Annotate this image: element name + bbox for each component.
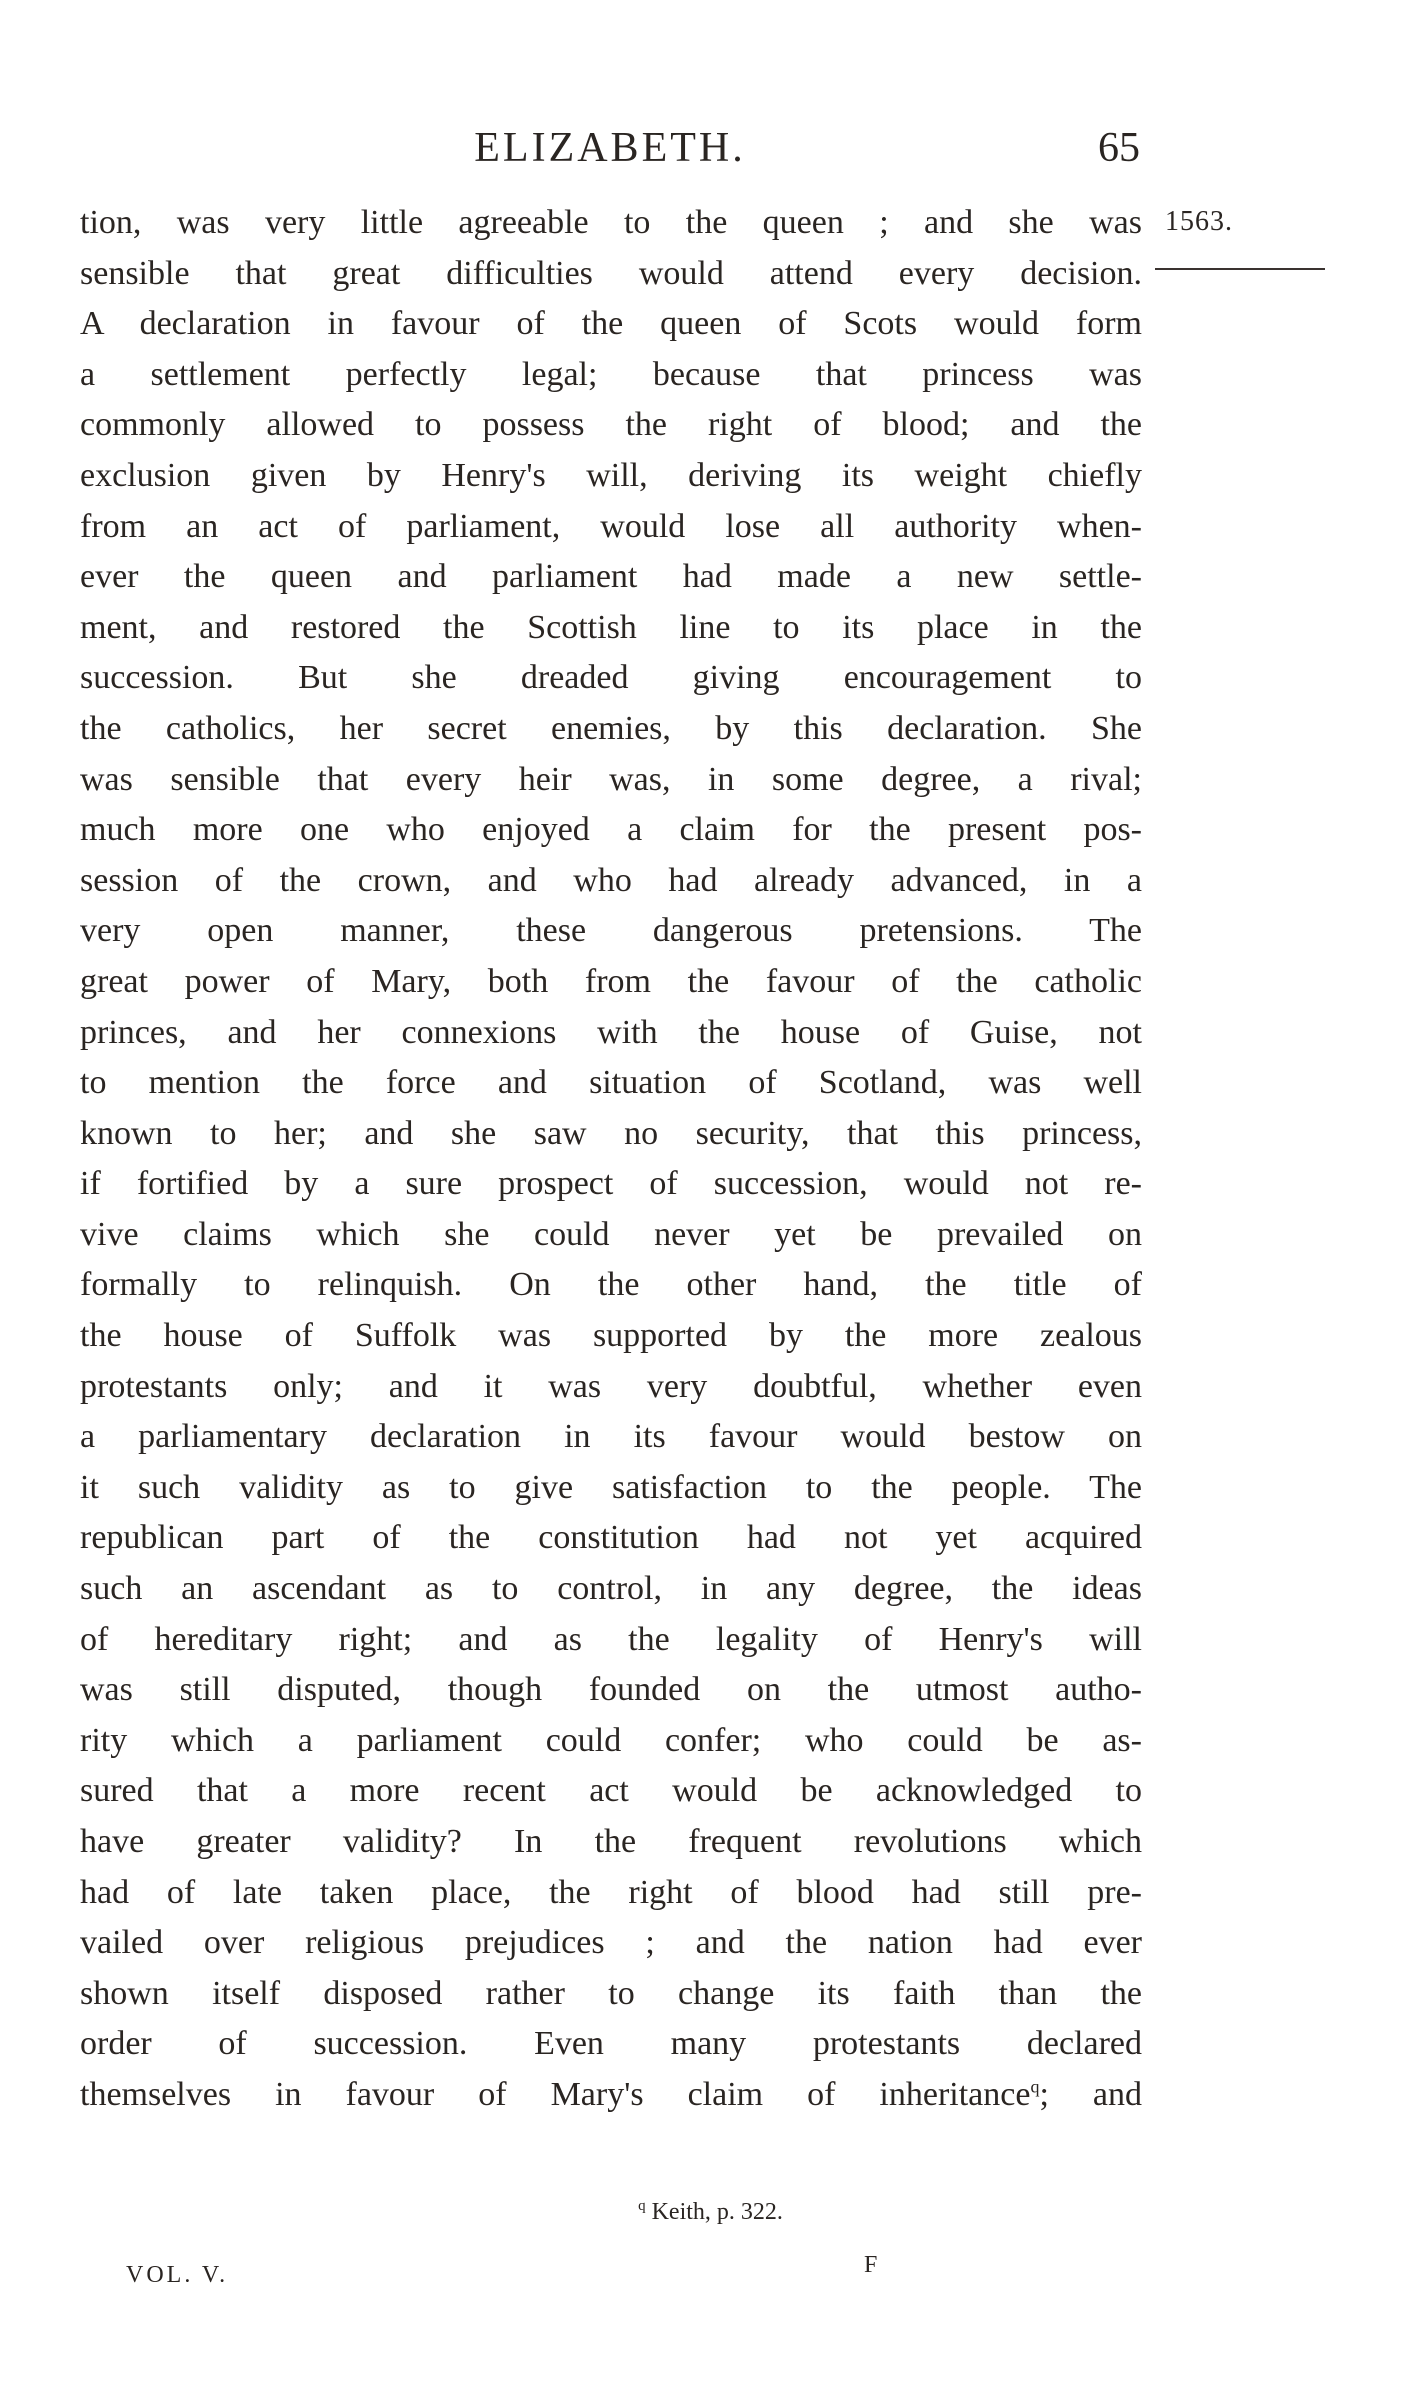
text-line: protestants only; and it was very doubtful, whether even <box>80 1367 1142 1405</box>
text-line: have greater validity? In the frequent revolutions which <box>80 1823 1142 1860</box>
text-line: the catholics, her secret enemies, by this declaration. She <box>80 709 1142 747</box>
text-line: princes, and her connexions with the house of Guise, not <box>80 1013 1142 1051</box>
footnote-mark: q <box>638 2198 646 2214</box>
margin-year: 1563. <box>1165 206 1233 237</box>
text-line: was sensible that every heir was, in some degree, a rival; <box>80 760 1142 798</box>
text-line: session of the crown, and who had already advanced, in a <box>80 861 1142 899</box>
text-line: exclusion given by Henry's will, deriving its weight chiefly <box>80 456 1142 494</box>
footnote <box>0 2198 1421 2226</box>
text-line: to mention the force and situation of Scotland, was well <box>80 1064 1142 1102</box>
text-line: a parliamentary declaration in its favour would bestow on <box>80 1418 1142 1456</box>
text-line: succession. But she dreaded giving encouragement to <box>80 659 1142 697</box>
footnote-reference[interactable]: q <box>1030 2076 1040 2097</box>
footnote-text: Keith, p. 322. <box>651 2199 783 2225</box>
text-line: vailed over religious prejudices ; and the nation had ever <box>80 1924 1142 1962</box>
text-line: sured that a more recent act would be acknowledged to <box>80 1772 1142 1810</box>
running-title: ELIZABETH. <box>474 125 746 171</box>
signature-volume: VOL. V. <box>126 2262 229 2288</box>
text-line: very open manner, these dangerous pretensions. The <box>80 912 1142 950</box>
text-line: vive claims which she could never yet be prevailed on <box>80 1215 1142 1253</box>
text-line-last <box>80 2070 1142 2121</box>
text-line: shown itself disposed rather to change its faith than the <box>80 1974 1142 2012</box>
text-line: known to her; and she saw no security, that this princess, <box>80 1114 1142 1152</box>
text-line: if fortified by a sure prospect of succession, would not re- <box>80 1165 1142 1203</box>
last-line-tail: ; and <box>1039 2075 1142 2113</box>
text-line: from an act of parliament, would lose all authority when- <box>80 507 1142 545</box>
body-text <box>80 198 1142 2121</box>
text-line: of hereditary right; and as the legality of Henry's will <box>80 1620 1142 1658</box>
text-line: rity which a parliament could confer; who could be as- <box>80 1721 1142 1759</box>
last-line-text: themselves in favour of Mary's claim of inheritance <box>80 2075 1031 2113</box>
text-line: had of late taken place, the right of blood had still pre- <box>80 1873 1142 1911</box>
running-head <box>80 118 1140 178</box>
text-line: ment, and restored the Scottish line to its place in the <box>80 608 1142 646</box>
text-line: the house of Suffolk was supported by the more zealous <box>80 1317 1142 1355</box>
text-line: was still disputed, though founded on the utmost autho- <box>80 1671 1142 1709</box>
text-line: such an ascendant as to control, in any degree, the ideas <box>80 1570 1142 1608</box>
text-line: much more one who enjoyed a claim for the present pos- <box>80 811 1142 849</box>
text-line: ever the queen and parliament had made a new settle- <box>80 558 1142 596</box>
text-line: tion, was very little agreeable to the queen ; and she was <box>80 204 1142 241</box>
text-line: sensible that great difficulties would attend every decision. <box>80 254 1142 292</box>
text-line: commonly allowed to possess the right of blood; and the <box>80 406 1142 444</box>
text-line: it such validity as to give satisfaction to the people. The <box>80 1468 1142 1506</box>
text-line: republican part of the constitution had not yet acquired <box>80 1519 1142 1557</box>
text-line: great power of Mary, both from the favour of the catholic <box>80 962 1142 1000</box>
margin-rule <box>1155 268 1325 270</box>
text-line: A declaration in favour of the queen of Scots would form <box>80 305 1142 343</box>
text-line: formally to relinquish. On the other hand, the title of <box>80 1266 1142 1304</box>
text-line: order of succession. Even many protestants declared <box>80 2025 1142 2063</box>
text-line: a settlement perfectly legal; because that princess was <box>80 355 1142 393</box>
signature-letter: F <box>864 2252 878 2278</box>
page-number: 65 <box>1098 125 1140 171</box>
